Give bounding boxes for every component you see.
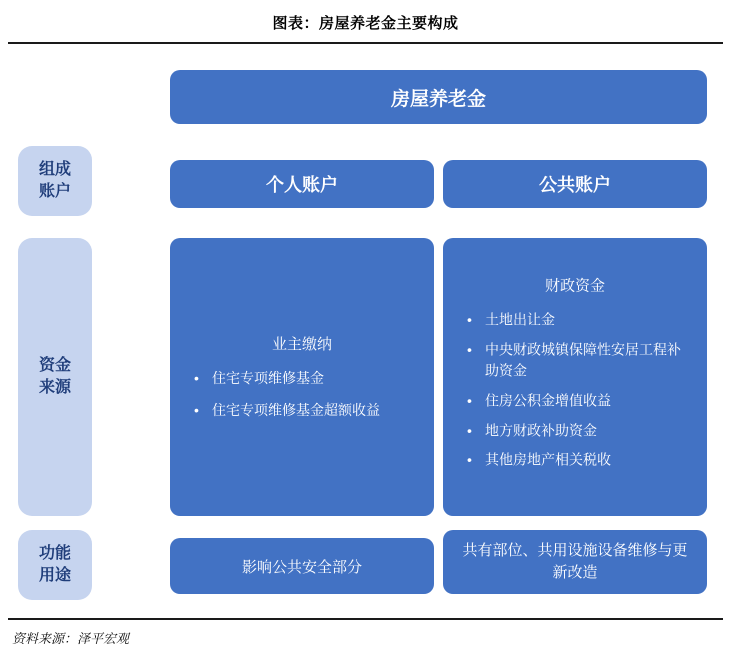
- list-item: [461, 450, 689, 472]
- list-item-label: 土地出让金: [485, 311, 555, 328]
- list-item: [461, 420, 689, 442]
- list-item: [461, 309, 689, 331]
- list-item-label: 地方财政补助资金: [485, 422, 597, 439]
- source-note: 资料来源：泽平宏观: [12, 631, 130, 646]
- bullet-icon: •: [467, 422, 472, 439]
- category-label-composition: [18, 146, 92, 216]
- personal-source-list: [188, 368, 416, 421]
- public-source-list: [461, 309, 689, 471]
- bottom-divider: [8, 618, 723, 620]
- category-label-line2: 用途: [38, 567, 71, 584]
- node-housing-pension-fund: 房屋养老金: [170, 70, 707, 124]
- bullet-icon: •: [194, 369, 199, 386]
- personal-source-heading: 业主缴纳: [271, 335, 332, 353]
- list-item: [461, 391, 689, 413]
- bullet-icon: •: [467, 341, 472, 358]
- node-public-account: 公共账户: [443, 160, 707, 208]
- category-label-line2: 来源: [38, 379, 71, 396]
- list-item-label: 中央财政城镇保障性安居工程补助资金: [485, 341, 681, 379]
- page-title: 图表：房屋养老金主要构成: [272, 15, 459, 32]
- list-item-label: 其他房地产相关税收: [485, 451, 611, 468]
- bullet-icon: •: [467, 311, 472, 328]
- node-personal-account: 个人账户: [170, 160, 434, 208]
- category-label-line1: 组成: [38, 161, 71, 179]
- list-item-label: 住宅专项维修基金超额收益: [212, 401, 380, 418]
- node-personal-use: 影响公共安全部分: [170, 538, 434, 594]
- bullet-icon: •: [467, 392, 472, 409]
- bullet-icon: •: [467, 451, 472, 468]
- list-item-label: 住房公积金增值收益: [485, 392, 611, 409]
- list-item-label: 住宅专项维修基金: [212, 369, 324, 386]
- bullet-icon: •: [194, 401, 199, 418]
- node-personal-funding-source: [170, 238, 434, 516]
- list-item: [188, 368, 416, 390]
- category-label-line2: 账户: [38, 183, 71, 200]
- category-label-line1: 资金: [38, 357, 71, 375]
- node-public-funding-source: [443, 238, 707, 516]
- public-source-heading: 财政资金: [544, 277, 605, 295]
- category-label-funding-source: [18, 238, 92, 516]
- top-divider: [8, 42, 723, 44]
- category-label-function-use: [18, 530, 92, 600]
- node-public-use: 共有部位、共用设施设备维修与更新改造: [443, 530, 707, 594]
- list-item: [188, 400, 416, 422]
- category-label-line1: 功能: [38, 545, 71, 563]
- list-item: [461, 339, 689, 382]
